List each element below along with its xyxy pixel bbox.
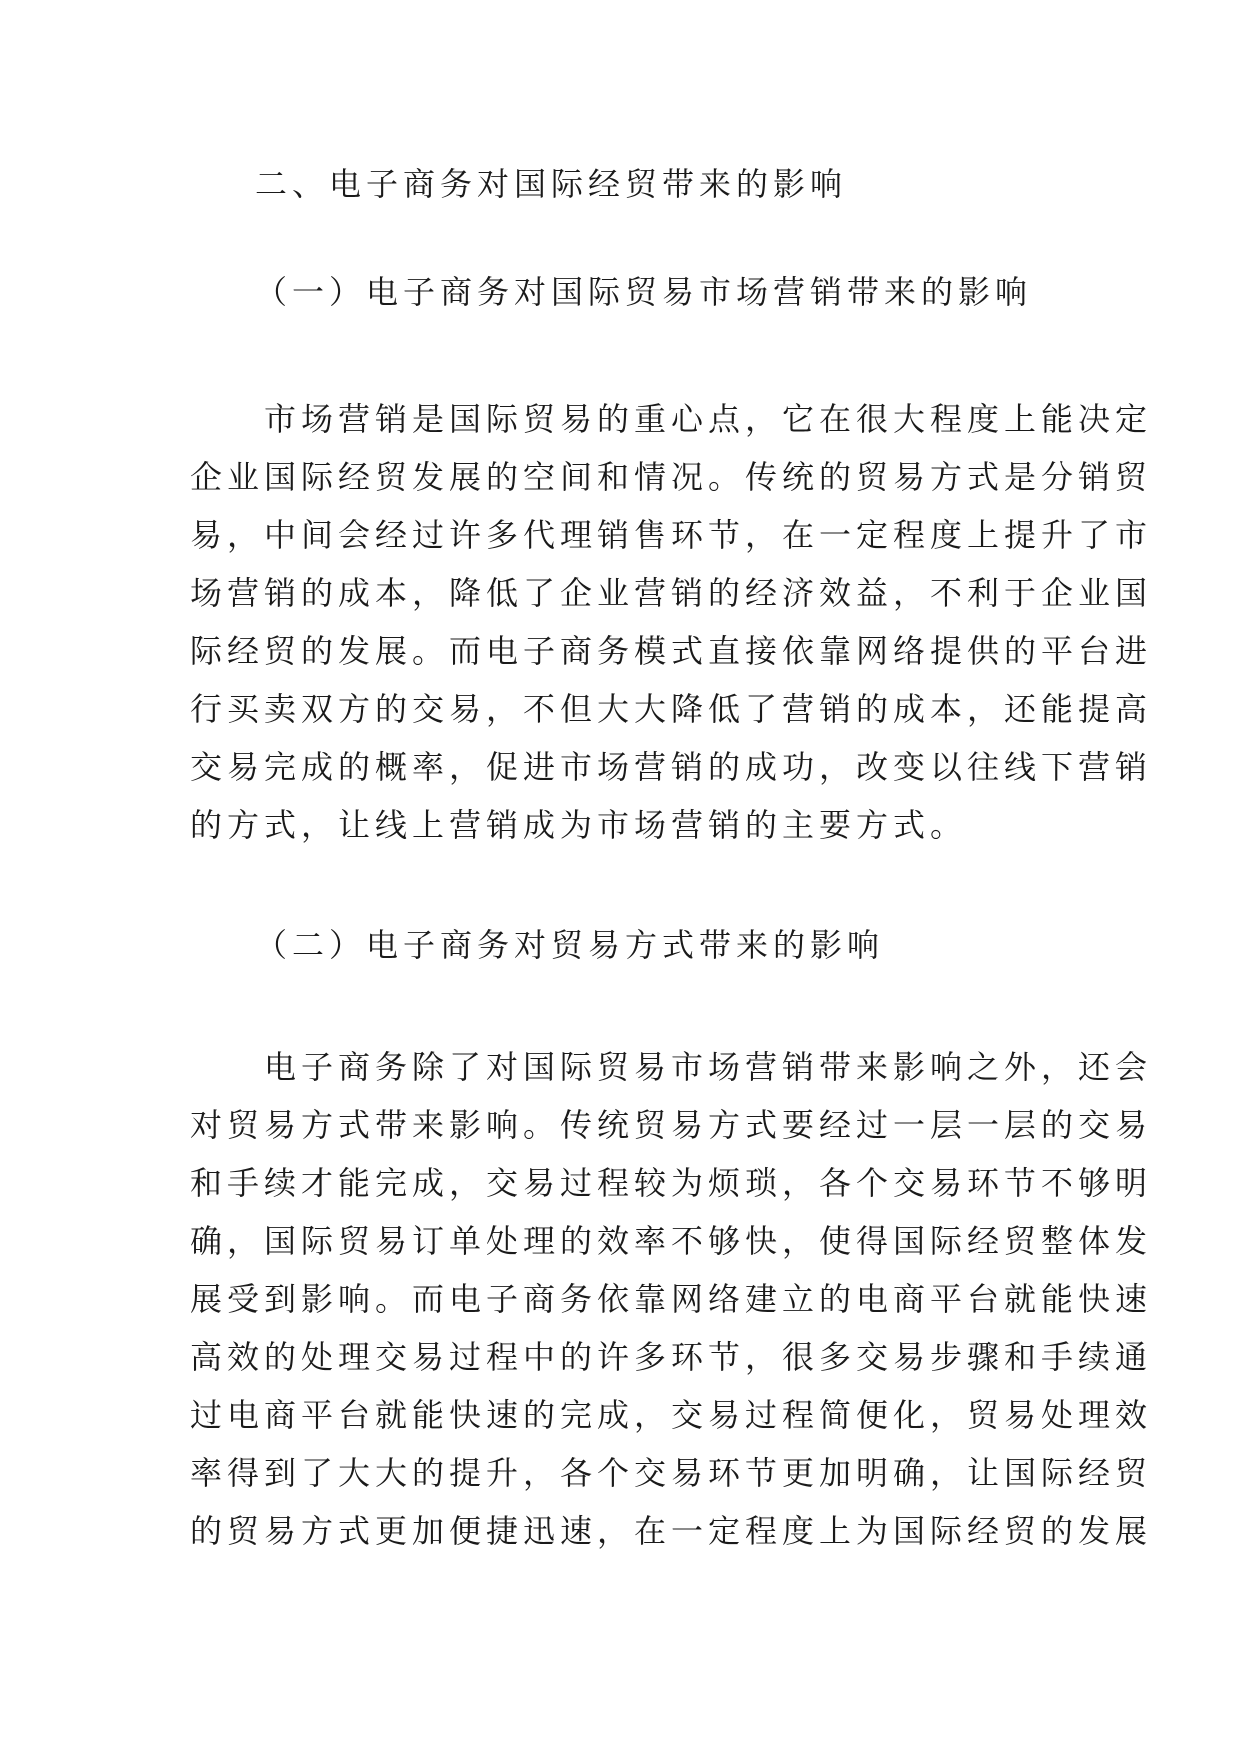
paragraph-line: 际经贸的发展。而电子商务模式直接依靠网络提供的平台进: [190, 632, 1153, 670]
paragraph-line: 和手续才能完成，交易过程较为烦琐，各个交易环节不够明: [190, 1164, 1153, 1202]
section-heading-text: 二、电子商务对国际经贸带来的影响: [255, 165, 848, 203]
subheading-2-text: （二）电子商务对贸易方式带来的影响: [255, 926, 885, 964]
paragraph-line: 对贸易方式带来影响。传统贸易方式要经过一层一层的交易: [190, 1106, 1153, 1144]
paragraph-2: [190, 1038, 1153, 1560]
section-heading: [255, 155, 1135, 213]
paragraph-line: 展受到影响。而电子商务依靠网络建立的电商平台就能快速: [190, 1280, 1153, 1318]
paragraph-line: 确，国际贸易订单处理的效率不够快，使得国际经贸整体发: [190, 1222, 1153, 1260]
paragraph-line: 易，中间会经过许多代理销售环节，在一定程度上提升了市: [190, 516, 1153, 554]
paragraph-1: [190, 390, 1153, 854]
paragraph-line: 市场营销是国际贸易的重心点，它在很大程度上能决定: [190, 400, 1153, 438]
paragraph-line: 场营销的成本，降低了企业营销的经济效益，不利于企业国: [190, 574, 1153, 612]
subheading-1-text: （一）电子商务对国际贸易市场营销带来的影响: [255, 273, 1033, 311]
paragraph-line: 过电商平台就能快速的完成，交易过程简便化，贸易处理效: [190, 1396, 1153, 1434]
paragraph-line: 率得到了大大的提升，各个交易环节更加明确，让国际经贸: [190, 1454, 1153, 1492]
paragraph-line: 的方式，让线上营销成为市场营销的主要方式。: [190, 806, 968, 844]
subheading-2: [255, 916, 1135, 974]
subheading-1: [255, 263, 1135, 321]
paragraph-line: 交易完成的概率，促进市场营销的成功，改变以往线下营销: [190, 748, 1153, 786]
paragraph-line: 行买卖双方的交易，不但大大降低了营销的成本，还能提高: [190, 690, 1153, 728]
paragraph-line: 的贸易方式更加便捷迅速，在一定程度上为国际经贸的发展: [190, 1512, 1153, 1550]
paragraph-line: 电子商务除了对国际贸易市场营销带来影响之外，还会: [190, 1048, 1153, 1086]
paragraph-line: 高效的处理交易过程中的许多环节，很多交易步骤和手续通: [190, 1338, 1153, 1376]
paragraph-line: 企业国际经贸发展的空间和情况。传统的贸易方式是分销贸: [190, 458, 1153, 496]
